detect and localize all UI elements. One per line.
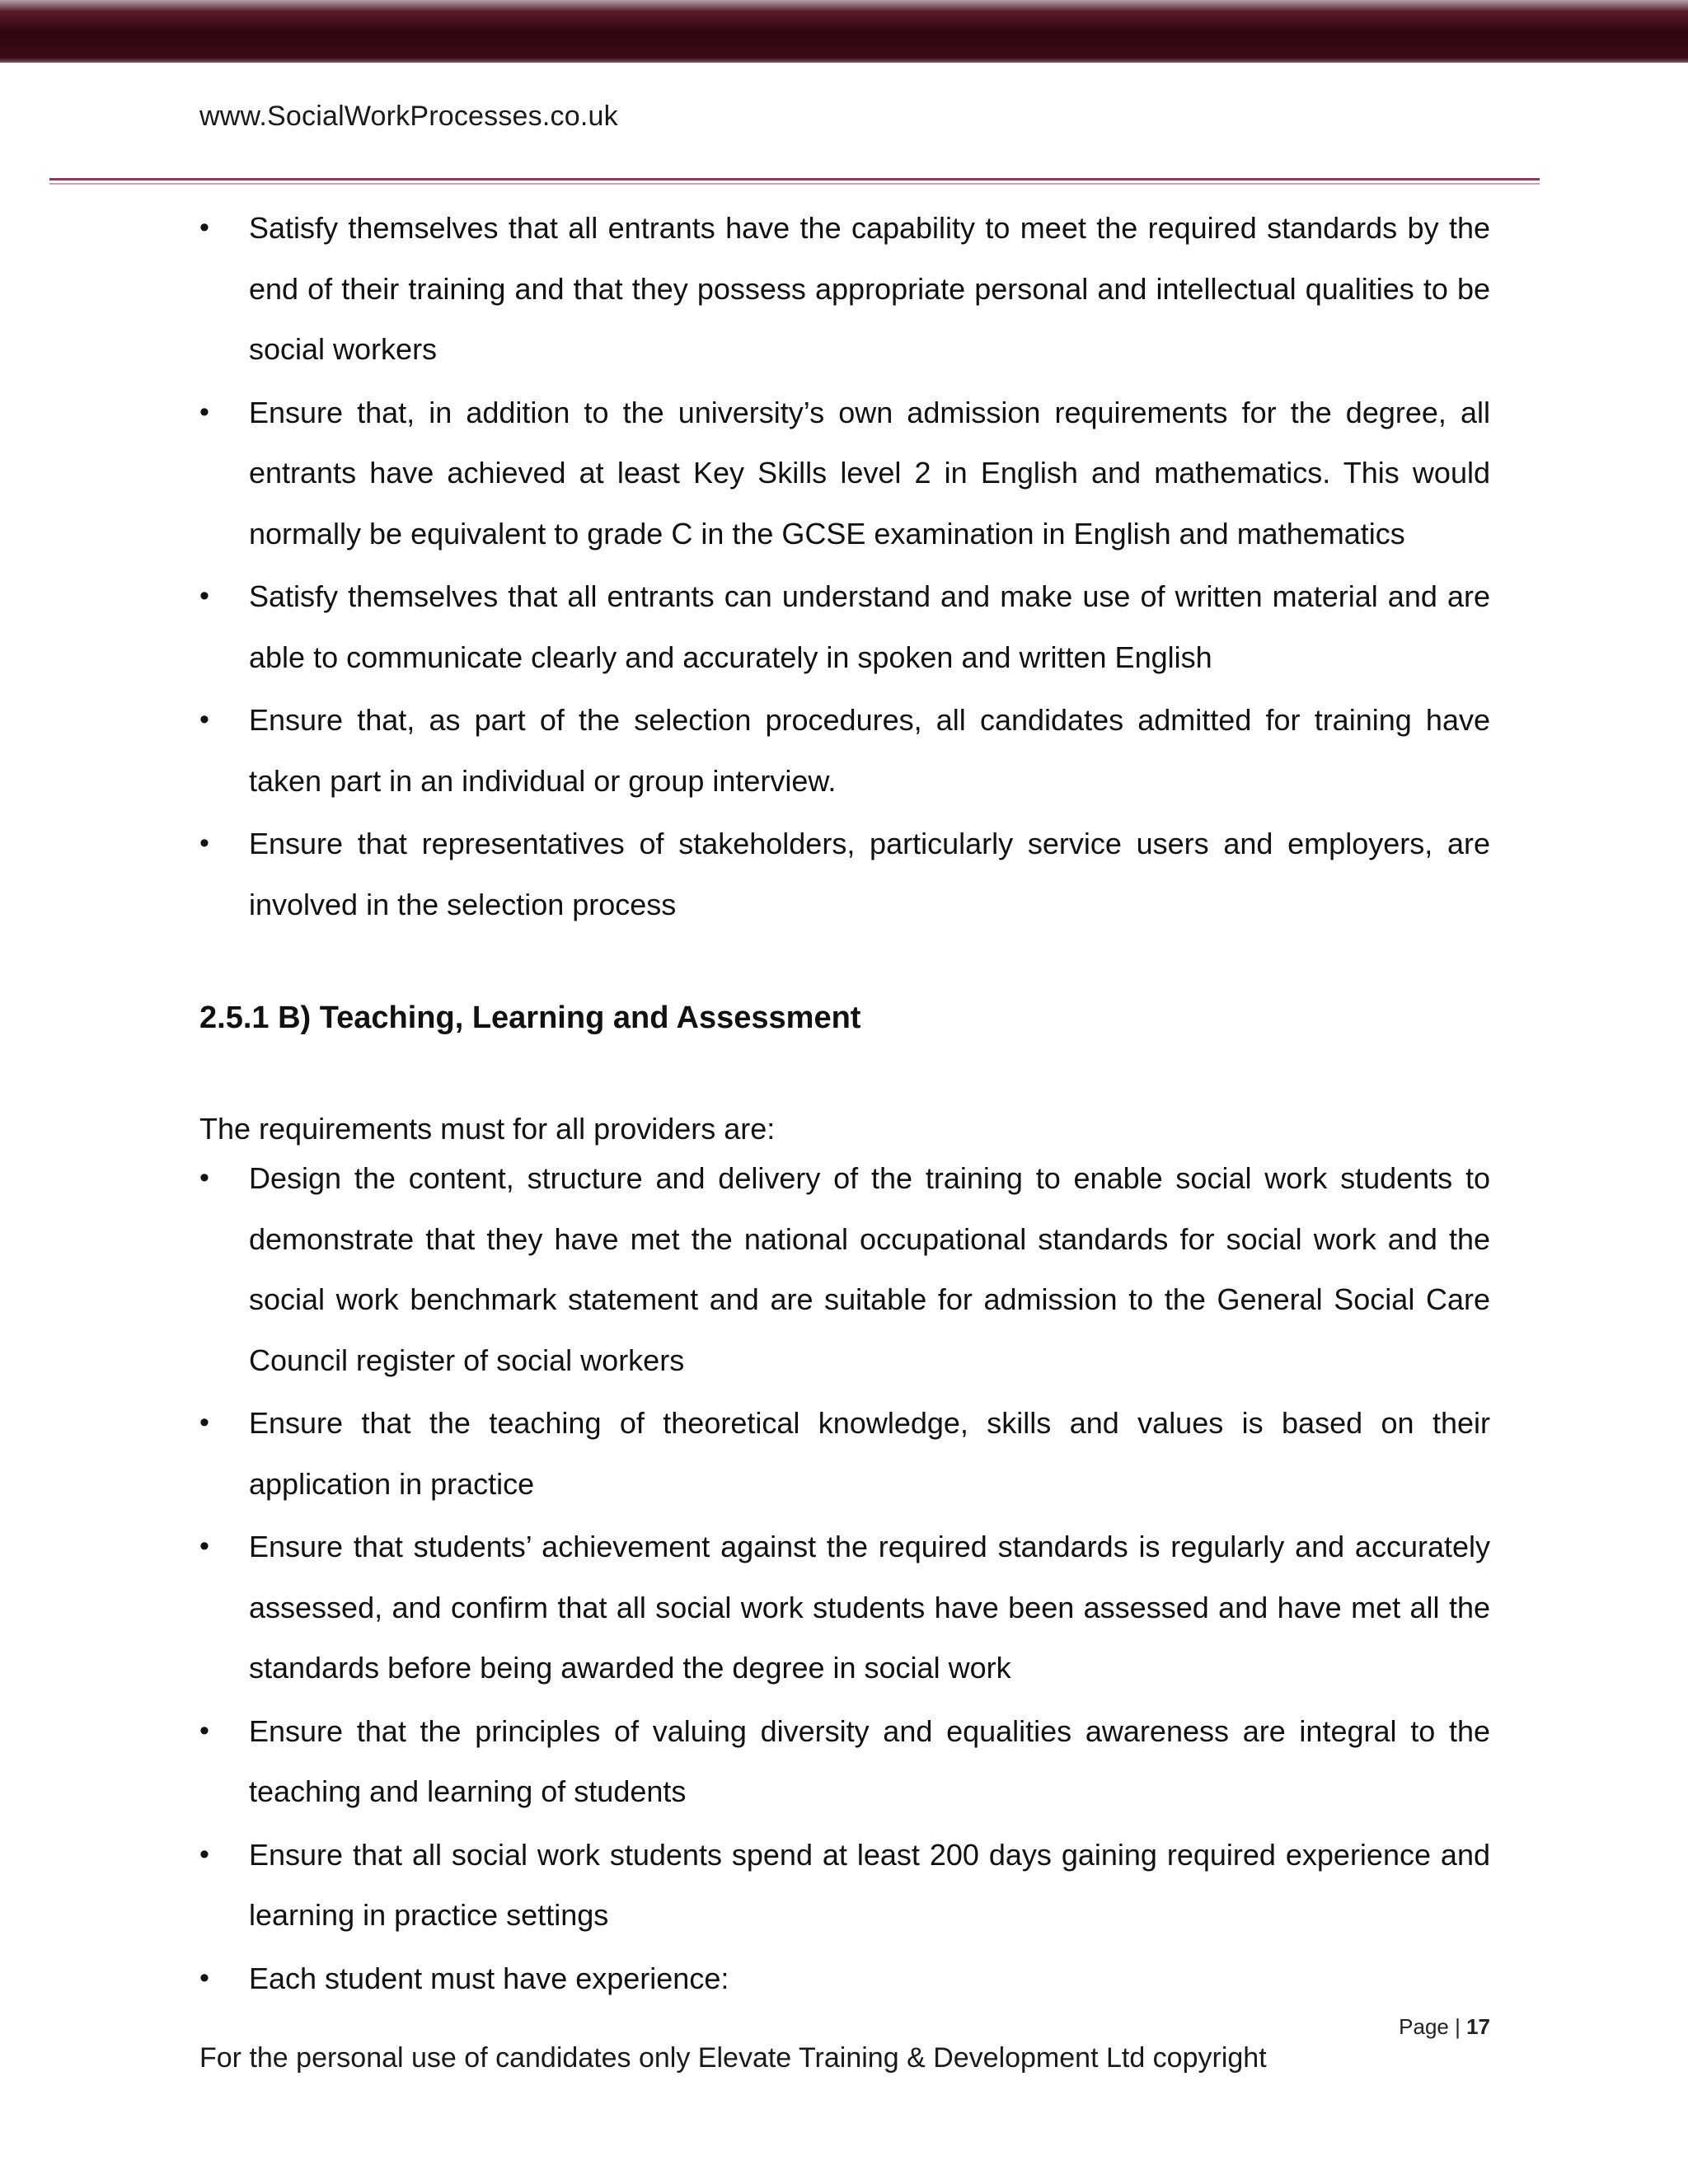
list-item-text: Satisfy themselves that all entrants have the capability to meet the required standards by the end of their training and that they possess appropriate personal and intellectual qualities to be social workers — [249, 211, 1490, 366]
page-label: Page | — [1399, 2014, 1461, 2039]
bullet-icon: • — [199, 1838, 209, 1870]
section-intro: The requirements must for all providers are: — [199, 1112, 776, 1146]
bullet-icon: • — [199, 1407, 209, 1438]
header-rule-light — [49, 183, 1540, 185]
list-item-text: Ensure that the teaching of theoretical knowledge, skills and values is based on their application in practice — [249, 1406, 1490, 1501]
bullet-icon: • — [199, 1961, 209, 1994]
list-item-text: Ensure that, as part of the selection procedures, all candidates admitted for training have taken part in an individual or group interview. — [249, 703, 1490, 798]
list-item — [199, 382, 1490, 565]
requirements-list-selection — [199, 198, 1490, 935]
page-content — [199, 198, 1490, 2011]
list-item — [199, 198, 1490, 380]
header-band — [0, 0, 1688, 63]
bullet-icon: • — [199, 212, 209, 243]
bullet-icon: • — [199, 580, 209, 612]
bullet-icon: • — [199, 1162, 209, 1193]
header-rule — [49, 178, 1540, 180]
list-item — [199, 566, 1490, 687]
list-item — [199, 1701, 1490, 1822]
bullet-icon: • — [199, 1714, 209, 1746]
list-item — [199, 1393, 1490, 1514]
list-item — [199, 813, 1490, 935]
bullet-icon: • — [199, 396, 209, 428]
list-item-text: Each student must have experience: — [249, 1961, 729, 1995]
list-item-text: Ensure that all social work students spend at least 200 days gaining required experience and learning in practice settings — [249, 1837, 1490, 1932]
list-item-text: Ensure that the principles of valuing diversity and equalities awareness are integral to the teaching and learning of students — [249, 1713, 1490, 1808]
bullet-icon: • — [199, 1530, 209, 1562]
bullet-icon: • — [199, 827, 209, 859]
section-heading: 2.5.1 B) Teaching, Learning and Assessment — [199, 1001, 861, 1035]
list-item-text: Ensure that representatives of stakeholders, particularly service users and employers, are involved in the selection process — [249, 827, 1490, 921]
page-number-value: 17 — [1466, 2014, 1490, 2039]
list-item-text: Satisfy themselves that all entrants can understand and make use of written material and are able to communicate clearly and accurately in spoken and written English — [249, 579, 1490, 674]
list-item — [199, 1948, 1490, 2009]
list-item — [199, 1516, 1490, 1699]
bullet-icon: • — [199, 704, 209, 735]
requirements-list-teaching — [199, 1148, 1490, 2008]
list-item-text: Ensure that, in addition to the university’s own admission requirements for the degree, all entrants have achieved at least Key Skills level 2 in English and mathematics. This would normally be equivalent to grade C in the GCSE examination in English and mathematics — [249, 395, 1490, 551]
list-item — [199, 1148, 1490, 1390]
list-item — [199, 1825, 1490, 1946]
list-item-text: Design the content, structure and delivery of the training to enable social work students to demonstrate that they have met the national occupational standards for social work and the social work benchmark statement and are suitable for admission to the General Social Care Council register of social workers — [249, 1161, 1490, 1377]
list-item-text: Ensure that students’ achievement against the required standards is regularly and accurately assessed, and confirm that all social work students have been assessed and have met all the standards before being awarded the degree in social work — [249, 1530, 1490, 1685]
footer-copyright: For the personal use of candidates only Elevate Training & Development Ltd copyright — [199, 2042, 1267, 2074]
page-number — [1399, 2014, 1490, 2040]
list-item — [199, 690, 1490, 811]
site-url: www.SocialWorkProcesses.co.uk — [199, 101, 618, 132]
